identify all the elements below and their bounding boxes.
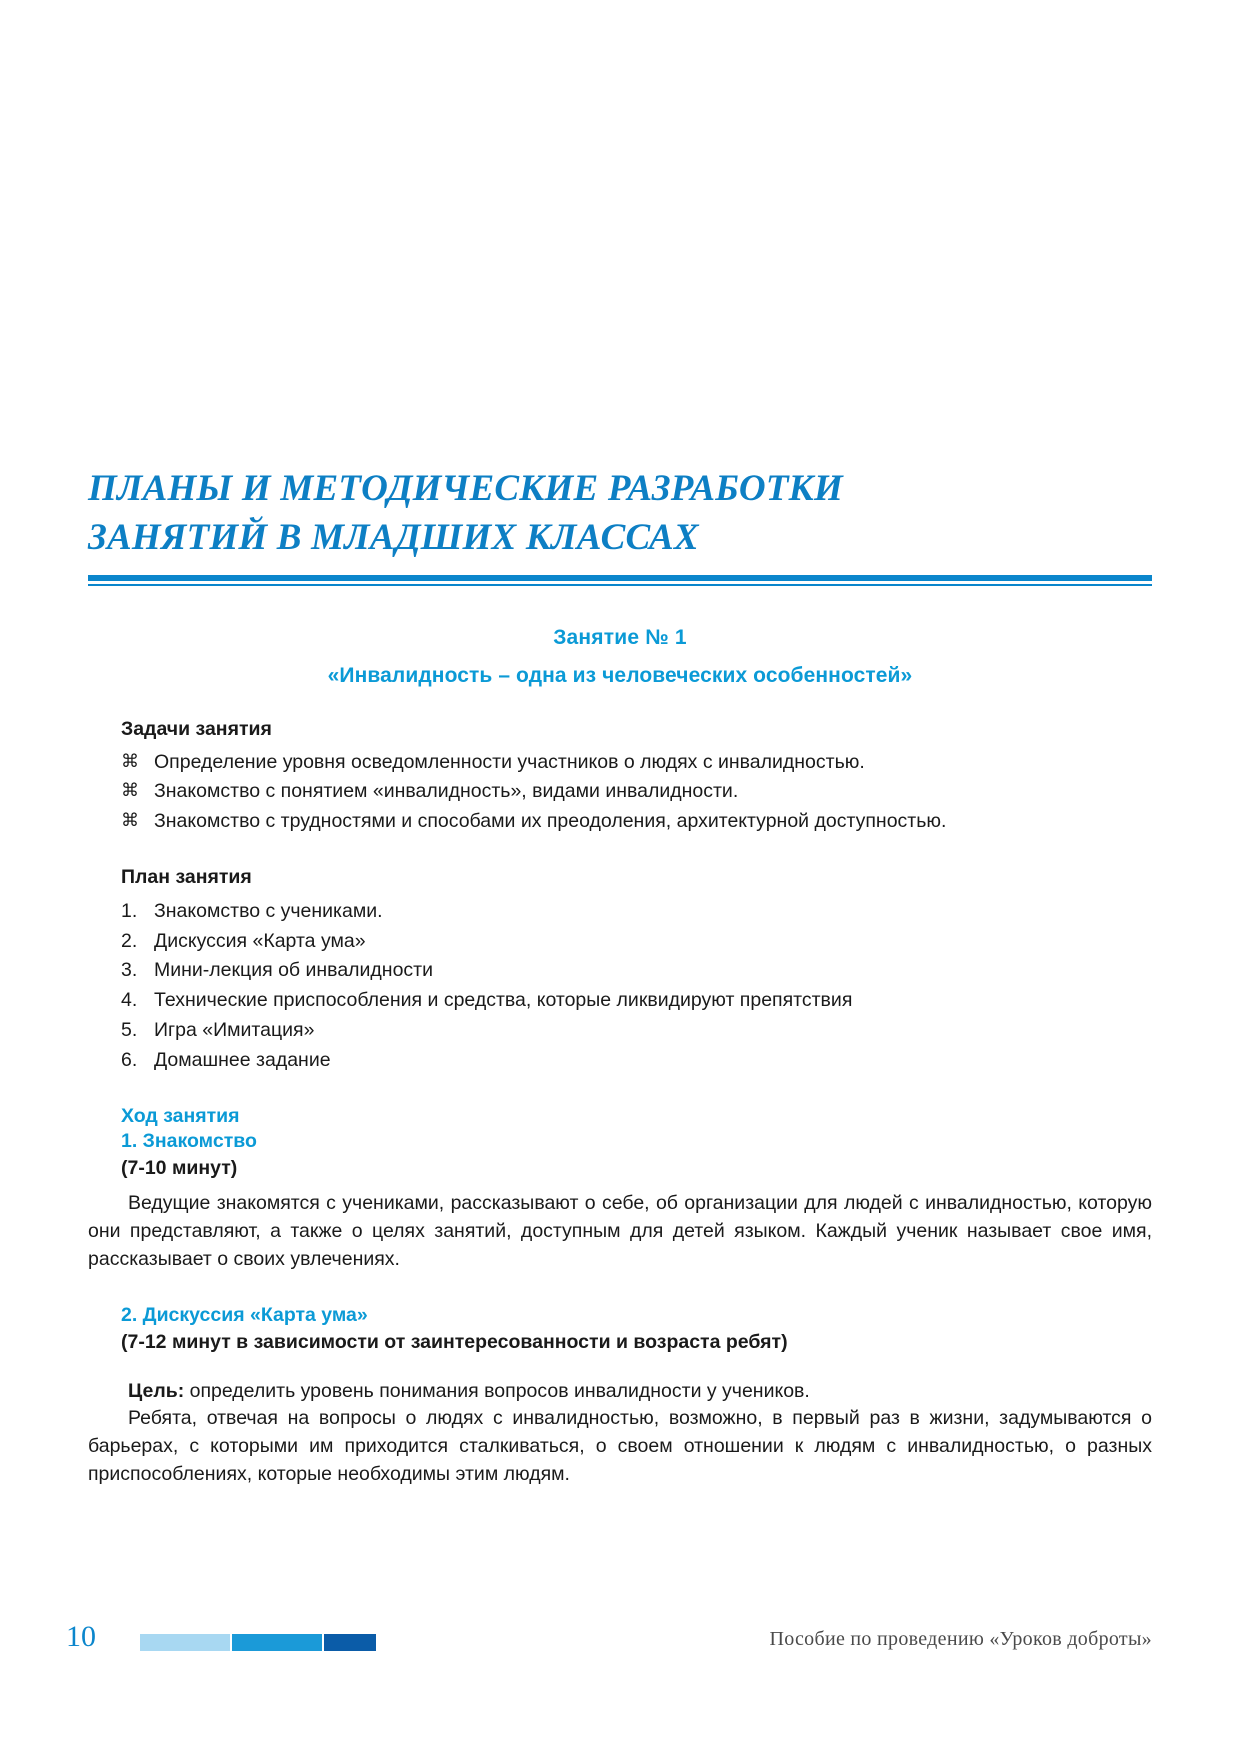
step-1-title: 1. Знакомство — [121, 1129, 257, 1152]
lesson-number: Занятие № 1 — [553, 625, 687, 649]
list-item-text: Знакомство с понятием «инвалидность», видами инвалидности. — [154, 780, 739, 803]
page-footer — [0, 1620, 1240, 1680]
step-2-paragraph: Ребята, отвечая на вопросы о людях с инвалидностью, возможно, в первый раз в жизни, задумываются о барьерах, с которыми им приходится сталкиваться, о своем отношении к людям с инвалидностью, о разных приспособлениях, которые необходимы этим людям. — [88, 1407, 1152, 1486]
footer-bar-medium — [232, 1634, 322, 1651]
list-item — [88, 749, 1152, 777]
plan-heading: План занятия — [121, 865, 252, 888]
list-item — [88, 778, 1152, 806]
page-title — [88, 465, 1152, 563]
step-2-time: (7-12 минут в зависимости от заинтересованности и возраста ребят) — [121, 1330, 788, 1353]
list-item-text: Знакомство с учениками. — [154, 899, 383, 922]
plan-list — [88, 897, 1152, 1075]
step-1-time: (7-10 минут) — [121, 1156, 238, 1179]
lesson-title: «Инвалидность – одна из человеческих особенностей» — [327, 663, 913, 687]
list-item-text: Домашнее задание — [154, 1049, 331, 1072]
course-section — [88, 1105, 1152, 1274]
list-item — [88, 986, 1152, 1015]
list-item-text: Дискуссия «Карта ума» — [154, 929, 366, 952]
list-item-text: Технические приспособления и средства, которые ликвидируют препятствия — [154, 989, 853, 1012]
list-item — [88, 897, 1152, 926]
list-item-text: Определение уровня осведомленности участников о людях с инвалидностью. — [154, 750, 865, 773]
list-item-number: 6. — [121, 1049, 138, 1072]
page-content — [88, 465, 1152, 1489]
course-heading: Ход занятия — [121, 1104, 240, 1127]
list-item-number: 4. — [121, 989, 138, 1012]
goal-text: определить уровень понимания вопросов инвалидности у учеников. — [184, 1379, 810, 1402]
list-item-text: Мини-лекция об инвалидности — [154, 959, 433, 982]
page-title-line-1: ПЛАНЫ И МЕТОДИЧЕСКИЕ РАЗРАБОТКИ — [88, 468, 843, 509]
list-item-number: 2. — [121, 929, 138, 952]
step-2-goal — [88, 1378, 1152, 1406]
page-title-line-2: ЗАНЯТИЙ В МЛАДШИХ КЛАССАХ — [88, 516, 699, 558]
tasks-section — [88, 718, 1152, 836]
bullet-icon: ⌘ — [121, 780, 139, 801]
page-number: 10 — [66, 1620, 96, 1653]
step-2-section — [88, 1304, 1152, 1490]
step-2-title: 2. Дискуссия «Карта ума» — [121, 1303, 368, 1326]
list-item — [88, 1046, 1152, 1075]
list-item — [88, 927, 1152, 956]
lesson-header — [88, 626, 1152, 688]
tasks-list — [88, 749, 1152, 836]
divider-thin — [88, 584, 1152, 586]
list-item-text: Игра «Имитация» — [154, 1019, 315, 1042]
footer-bar-blank — [378, 1634, 414, 1651]
list-item-number: 5. — [121, 1019, 138, 1042]
title-divider — [88, 575, 1152, 586]
footer-bar-light — [140, 1634, 230, 1651]
footer-text: Пособие по проведению «Уроков доброты» — [769, 1628, 1152, 1650]
step-1-paragraph: Ведущие знакомятся с учениками, рассказывают о себе, об организации для людей с инвалидностью, которую они представляют, а также о целях занятий, доступным для детей языком. Каждый ученик называет свое имя, рассказывает о своих увлечениях. — [88, 1191, 1152, 1270]
bullet-icon: ⌘ — [121, 750, 139, 771]
list-item-number: 1. — [121, 899, 138, 922]
tasks-heading: Задачи занятия — [121, 717, 272, 740]
plan-section — [88, 866, 1152, 1075]
list-item-number: 3. — [121, 959, 138, 982]
footer-bar-dark — [324, 1634, 376, 1651]
goal-label: Цель: — [128, 1379, 185, 1402]
list-item — [88, 808, 1152, 836]
list-item-text: Знакомство с трудностями и способами их преодоления, архитектурной доступностью. — [154, 810, 947, 833]
divider-thick — [88, 575, 1152, 581]
list-item — [88, 956, 1152, 985]
bullet-icon: ⌘ — [121, 810, 139, 831]
list-item — [88, 1016, 1152, 1045]
